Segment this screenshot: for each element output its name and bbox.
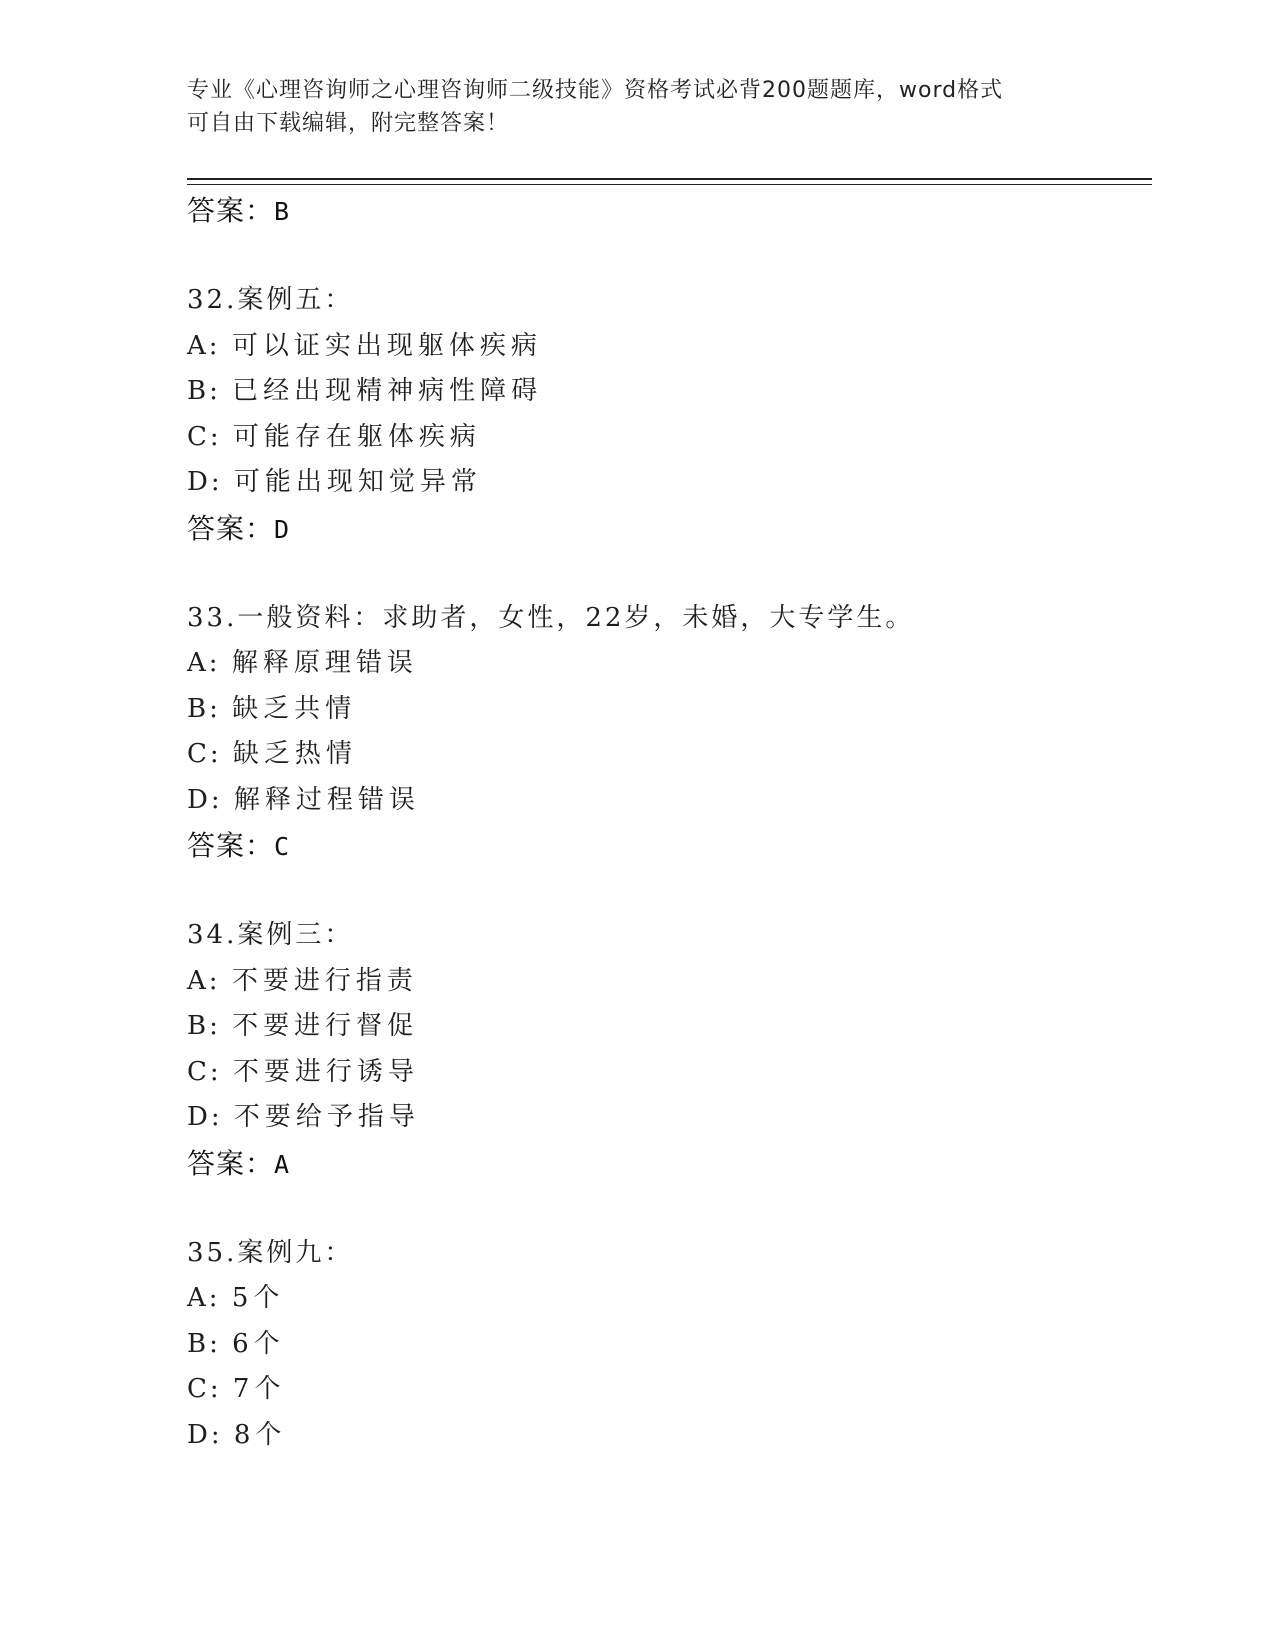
- header-divider-thick: [187, 178, 1152, 180]
- header-line-1: 专业《心理咨询师之心理咨询师二级技能》资格考试必背200题题库，word格式: [187, 78, 1004, 103]
- option-label: A:: [187, 1283, 221, 1313]
- answer-label: 答案：: [187, 1146, 275, 1180]
- option-label: B:: [187, 1328, 221, 1359]
- option-text: 不要进行督促: [232, 1011, 419, 1041]
- option-label: B:: [187, 1011, 221, 1041]
- option-c: [187, 1367, 1147, 1413]
- option-a: [187, 1276, 1147, 1322]
- option-label: B:: [187, 693, 221, 724]
- option-b: [187, 1322, 1147, 1368]
- question-stem: 34.案例三：: [187, 920, 354, 950]
- option-text: 已经出现精神病性障碍: [232, 376, 543, 406]
- answer-line: [187, 823, 1147, 869]
- option-label: C:: [187, 421, 222, 452]
- option-label: A:: [187, 648, 221, 678]
- option-text: 解释过程错误: [233, 784, 420, 815]
- option-text: 可以证实出现躯体疾病: [231, 330, 542, 361]
- question-stem: 33.一般资料：求助者，女性，22岁，未婚，大专学生。: [187, 602, 915, 633]
- question-stem: 35.案例九：: [187, 1237, 354, 1268]
- option-a: [187, 324, 1147, 370]
- option-text: 缺乏共情: [232, 693, 357, 724]
- option-label: D:: [187, 1102, 223, 1132]
- document-header: [187, 74, 1087, 140]
- option-a: [187, 641, 1147, 687]
- option-label: D:: [187, 467, 223, 497]
- question-stem: 32.案例五：: [187, 285, 354, 315]
- option-c: [187, 1050, 1147, 1096]
- answer-line: [187, 506, 1147, 552]
- header-divider-thin: [187, 184, 1152, 185]
- answer-label: 答案：: [187, 829, 275, 862]
- option-label: A:: [187, 330, 221, 361]
- option-label: C:: [187, 1056, 222, 1087]
- option-d: [187, 1413, 1147, 1459]
- option-text: 缺乏热情: [232, 739, 357, 769]
- option-b: [187, 1004, 1147, 1050]
- answer-line: [187, 188, 1147, 234]
- option-text: 5个: [231, 1283, 285, 1313]
- option-label: C:: [187, 1374, 222, 1404]
- option-a: [187, 959, 1147, 1005]
- option-text: 可能存在躯体疾病: [232, 421, 481, 452]
- option-label: C:: [187, 739, 222, 769]
- option-text: 不要给予指导: [233, 1102, 420, 1132]
- option-c: [187, 732, 1147, 778]
- answer-key: D: [274, 514, 291, 544]
- answer-key: B: [274, 197, 291, 226]
- answer-key: C: [274, 832, 291, 861]
- option-d: [187, 778, 1147, 824]
- answer-label: 答案：: [187, 511, 275, 545]
- answer-line: [187, 1141, 1147, 1187]
- answer-label: 答案：: [187, 194, 275, 227]
- header-line-2: 可自由下载编辑，附完整答案！: [187, 111, 510, 136]
- question-list: [187, 188, 1147, 1458]
- option-text: 不要进行指责: [231, 965, 418, 996]
- option-c: [187, 415, 1147, 461]
- option-text: 不要进行诱导: [232, 1056, 419, 1087]
- option-text: 可能出现知觉异常: [233, 467, 482, 497]
- option-label: A:: [187, 965, 221, 996]
- option-text: 6个: [232, 1328, 285, 1359]
- option-text: 7个: [232, 1374, 286, 1404]
- option-label: B:: [187, 376, 221, 406]
- option-b: [187, 687, 1147, 733]
- option-b: [187, 369, 1147, 415]
- option-d: [187, 1095, 1147, 1141]
- option-text: 8个: [233, 1419, 287, 1450]
- option-d: [187, 460, 1147, 506]
- option-label: D:: [187, 1419, 223, 1450]
- option-label: D:: [187, 784, 223, 815]
- option-text: 解释原理错误: [231, 648, 418, 678]
- answer-key: A: [274, 1149, 291, 1179]
